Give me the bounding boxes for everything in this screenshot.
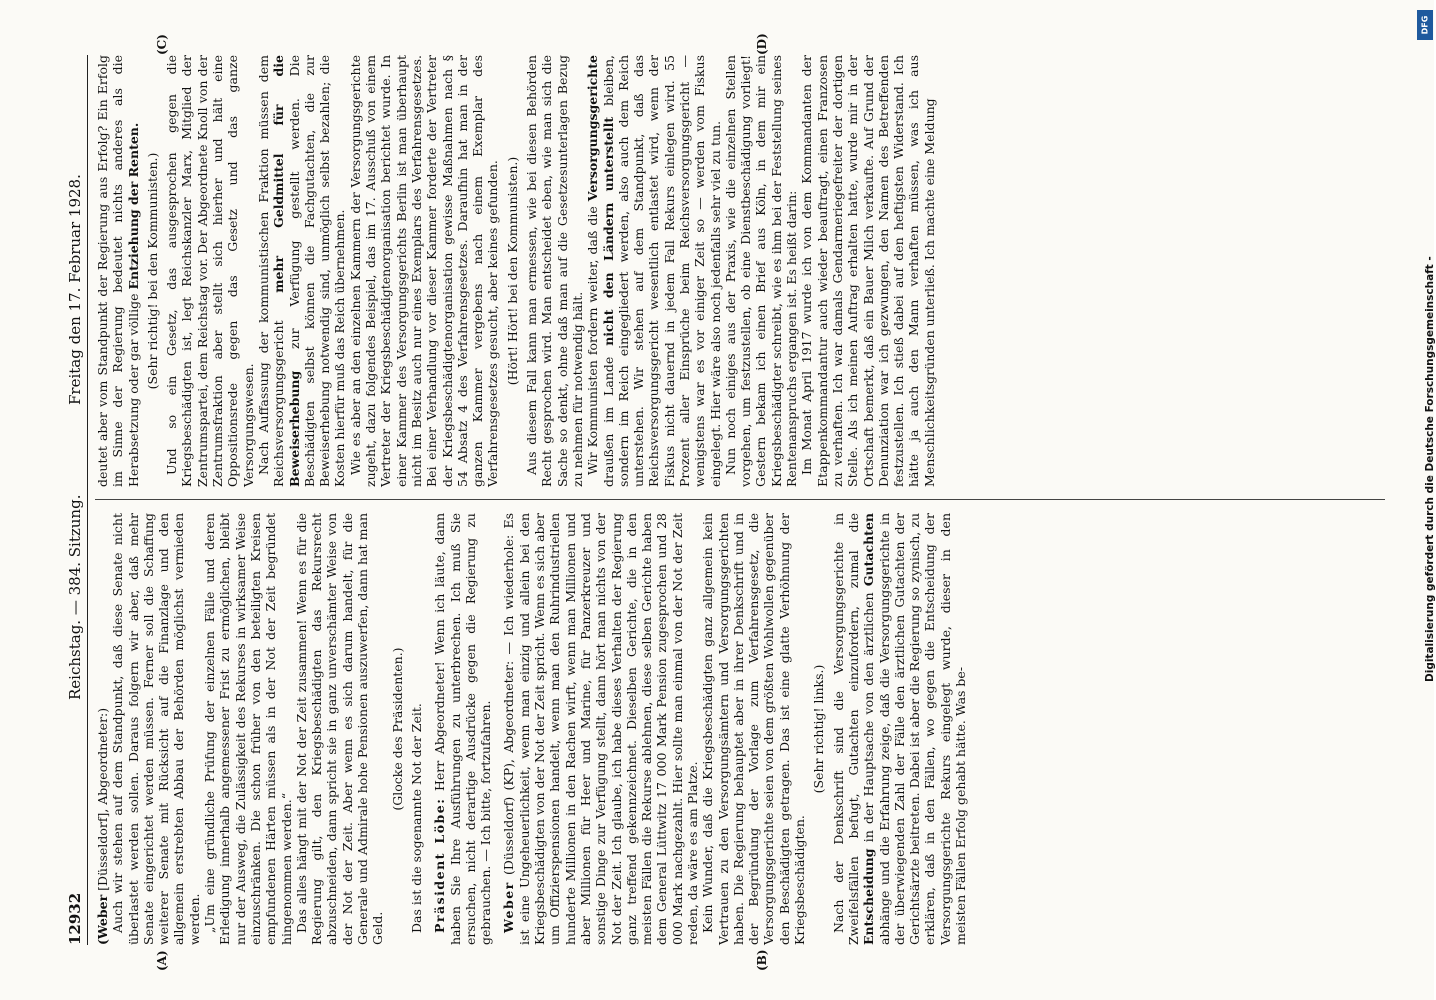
quotation: Im Monat April 1917 wurde ich von dem Kommandanten der Etappenkommandantur auch wieder beauftragt, einen Franzosen zu verhaften. Ich war damals Gendarmeriegefreiter der dortigen Stelle. Als ich meinen Auftrag erhalten hatte, wurde mir in der Ortschaft bemerkt, daß ein Bauer Milch verkaufte. Auf Grund der Denunziation war ich gezwungen, den Namen des Betreffenden festzustellen. Ich stieß dabei auf den heftigsten Widerstand. Ich hätte ja auch den Mann verhaften müssen, was ich aus Menschlichkeitsgründen unterließ. Ich machte eine Meldung [799, 55, 937, 487]
paragraph-text: in der Hauptsache von den ärztlichen [861, 586, 877, 849]
speaker-name: Weber [501, 881, 517, 933]
paragraph [95, 55, 141, 487]
margin-mark-c: (C) [155, 34, 169, 55]
dfg-logo [1417, 10, 1433, 40]
paragraph-text: (Düsseldorf) (KP), Abgeordneter: — Ich wiederhole: Es ist eine Ungeheuerlichkeit, wenn man einzig und allein bei den Kriegsbeschädigten von der Not der Zeit spricht. Wenn es sich aber um Offizierspensionen handelt, wenn man den Ruhrindustriellen hunderte Millionen in den Rachen wirft, wenn man Millionen und aber Millionen für Heer und Marine, für Panzerkreuzer und sonstige Dinge zur Verfügung stellt, dann hört man nichts von der Not der Zeit. Ich glaube, ich habe dieses Verhalten der Regierung ganz treffend gekennzeichnet. Dieselben Gerichte, die in den meisten Fällen die Rekurse ablehnen, diese selben Gerichte haben dem General Lüttwitz 17 000 Mark Pension zugesprochen und 28 000 Mark nachgezahlt. Hier sollte man einmal von der Not der Zeit reden, da wäre es am Platze. [501, 513, 700, 945]
margin-mark-a: (A) [155, 950, 169, 971]
emphasis: mehr Geldmittel für die Beweiserhebung [271, 55, 302, 487]
paragraph: Das ist die sogenannte Not der Zeit. [408, 703, 424, 933]
page-number: 12932 [66, 892, 84, 945]
paragraph [432, 513, 493, 945]
interjection: (Hört! Hört! bei den Kommunisten.) [504, 156, 520, 386]
column-divider [95, 499, 1385, 500]
paragraph: Nun noch einiges aus der Praxis, wie die einzelnen Stellen vorgehen, um festzustellen, ob eine Dienstbeschädigung vorliegt! Gestern bekam ich einen Brief aus Köln, in dem mir ein Kriegsbeschädigter schreibt, wie es ihm bei der Feststellung seines Rentenanspruchs ergangen ist. Es heißt darin: [722, 55, 800, 487]
speaker-name: (Weber [95, 894, 110, 945]
paragraph-text: Wir Kommunisten fordern weiter, daß die [585, 201, 601, 475]
speaker-name: Präsident Löbe: [432, 797, 448, 933]
paragraph: Aus diesem Fall kann man ermessen, wie bei diesen Behörden Recht gesprochen wird. Man entscheidet eben, wie man sich die Sache so denkt, ohne daß man auf die Gesetzesunterlagen Bezug zu nehmen für notwendig hält. [524, 55, 585, 487]
paragraph-text: [Düsseldorf], Abgeordneter:) [95, 707, 110, 895]
paragraph-text: zur Verfügung gestellt werden. Die Beschädigten selbst können die Fachgutachten, die zur Beweiserhebung notwendig sind, unmöglich selbst bezahlen; die Kosten hierfür muß das Reich übernehmen. [286, 55, 348, 487]
paragraph [501, 513, 700, 945]
interjection: (Glocke des Präsidenten.) [389, 647, 405, 811]
dfg-logo-text: DFG [1420, 15, 1430, 35]
paragraph-text: Nach Auffassung der kommunistischen Fraktion müssen dem Reichsversorgungsgericht [255, 55, 287, 487]
paragraph-text: Nach der Denkschrift sind die Versorgungsgerichte in Zweifelsfällen befugt, Gutachten einzufordern, zumal die [830, 513, 861, 945]
running-title: Reichstag. — 384. Sitzung. [66, 494, 84, 700]
paragraph-text: draußen im Lande [600, 345, 616, 487]
paragraph [831, 513, 969, 945]
margin-mark-d: (D) [755, 33, 769, 55]
paragraph-text: Herr Abgeordneter! Wenn ich läute, dann haben Sie Ihre Ausführungen zu unterbrechen. Ich muß Sie ersuchen, nicht derartige Ausdrücke gegen die Regierung zu gebrauchen. — Ich bitte, fortzufahren. [432, 513, 494, 945]
session-date: Freitag den 17. Februar 1928. [66, 174, 84, 405]
paragraph [95, 513, 110, 945]
paragraph: Auch wir stehen auf dem Standpunkt, daß diese Senate nicht überlastet werden sollen. Daraus folgern wir aber, daß mehr Senate eingerichtet werden müssen. Ferner soll die Schaffung weiterer Senate mit Rücksicht auf die Finanzlage und den allgemein erstrebten Abbau der Behörden möglichst vermieden werden. [110, 513, 202, 945]
interjection: (Sehr richtig! links.) [811, 664, 827, 794]
quotation: „Um eine gründliche Prüfung der einzelnen Fälle und deren Erledigung innerhalb angemessener Frist zu ermöglichen, bleibt nur der Ausweg, die Zulässigkeit des Rekurses in wirksamer Weise einzuschränken. Die schon früher von den beteiligten Kreisen empfundenen Härten müssen als in der Not der Zeit begründet hingenommen werden.“ [202, 513, 294, 945]
margin-mark-b: (B) [755, 949, 769, 971]
right-column [95, 55, 1395, 487]
paragraph: Wie es aber an den einzelnen Kammern der Versorgungsgerichte zugeht, dazu folgendes Beispiel, das im 17. Ausschuß von einem Vertreter der Kriegsbeschädigtenorganisation berichtet wurde. In einer Kammer des Versorgungsgerichts Berlin ist man überhaupt nicht im Besitz auch nur eines Exemplars des Verfahrensgesetzes. Bei einer Verhandlung vor dieser Kammer forderte der Vertreter der Kriegsbeschädigtenorganisation gewisse Maßnahmen nach § 54 Absatz 4 des Verfahrensgesetzes. Daraufhin hat man in der ganzen Kammer vergebens nach einem Exemplar des Verfahrensgesetzes gesucht, aber keines gefunden. [347, 55, 501, 487]
paragraph-text: abhänge und die Erfahrung zeige, daß die Versorgungsgerichte in der überwiegenden Zahl der Fälle den ärztlichen Gutachten der Gerichtsärzte beitreten. Dabei ist aber die Regierung so zynisch, zu erklären, daß in den Fällen, wo gegen die Entscheidung der Versorgungsgerichte Rekurs eingelegt wurde, dieser in den meisten Fällen Erfolg gehabt hätte. Was be- [876, 513, 969, 945]
credit-text: Digitalisierung gefördert durch die Deutsche Forschungsgemeinschaft - [1424, 256, 1436, 682]
emphasis: Versorgungsgerichte [585, 55, 601, 202]
emphasis: Gutachten [861, 513, 877, 587]
paragraph: Das alles hängt mit der Not der Zeit zusammen! Wenn es für die Regierung gilt, den Kriegsbeschädigten das Rekursrecht abzuschneiden, dann spricht sie in ganz unverschämter Weise von der Not der Zeit. Aber wenn es sich darum handelt, für die Generale und Admirale hohe Pensionen auszuwerfen, dann hat man Geld. [293, 513, 386, 945]
paragraph [585, 55, 723, 487]
paragraph [256, 55, 348, 487]
paragraph-text: deutet aber vom Standpunkt der Regierung aus Erfolg? Ein Erfolg im Sinne der Regierung bedeutet nichts anderes als die Herabsetzung oder gar völlige [95, 55, 141, 487]
left-column [95, 513, 1395, 945]
page-header [65, 55, 88, 945]
emphasis: Entziehung der Renten. [125, 122, 141, 290]
emphasis: nicht den Ländern unterstellt [600, 116, 616, 346]
interjection: (Sehr richtig! bei den Kommunisten.) [144, 152, 160, 390]
emphasis: Entscheidung [861, 848, 877, 945]
paragraph-text: bleiben, sondern im Reich eingegliedert werden, also auch dem Reich unterstehen. Wir stehen auf dem Standpunkt, daß das Reichsversorgungsgericht wesentlich entlastet wird, wenn der Fiskus nicht dauernd in jedem Fall Rekurs einlegen wird. 55 Prozent aller Einsprüche beim Reichsversorgungsgericht — wenigstens war es vor einiger Zeit so — werden vom Fiskus eingelegt. Hier wäre also noch jedenfalls sehr viel zu tun. [600, 55, 723, 487]
rotated-page-content [65, 33, 1405, 971]
paragraph: Kein Wunder, daß die Kriegsbeschädigten ganz allgemein kein Vertrauen zu den Versorgungsämtern und Versorgungsgerichten haben. Die Regierung behauptet aber in ihrer Denkschrift und in der Begründung der Vorlage zum Verfahrensgesetz, die Versorgungsgerichte seien von dem größten Wohlwollen gegenüber den Beschädigten getragen. Das ist eine glatte Verhöhnung der Kriegsbeschädigten. [700, 513, 808, 945]
paragraph: Und so ein Gesetz, das ausgesprochen gegen die Kriegsbeschädigten ist, legt Reichskanzler Marx, Mitglied der Zentrumspartei, dem Reichstag vor. Der Abgeordnete Knoll von der Zentrumsfraktion aber stellt sich hierher und hält eine Oppositionsrede gegen das Gesetz und das ganze Versorgungswesen. [164, 55, 256, 487]
